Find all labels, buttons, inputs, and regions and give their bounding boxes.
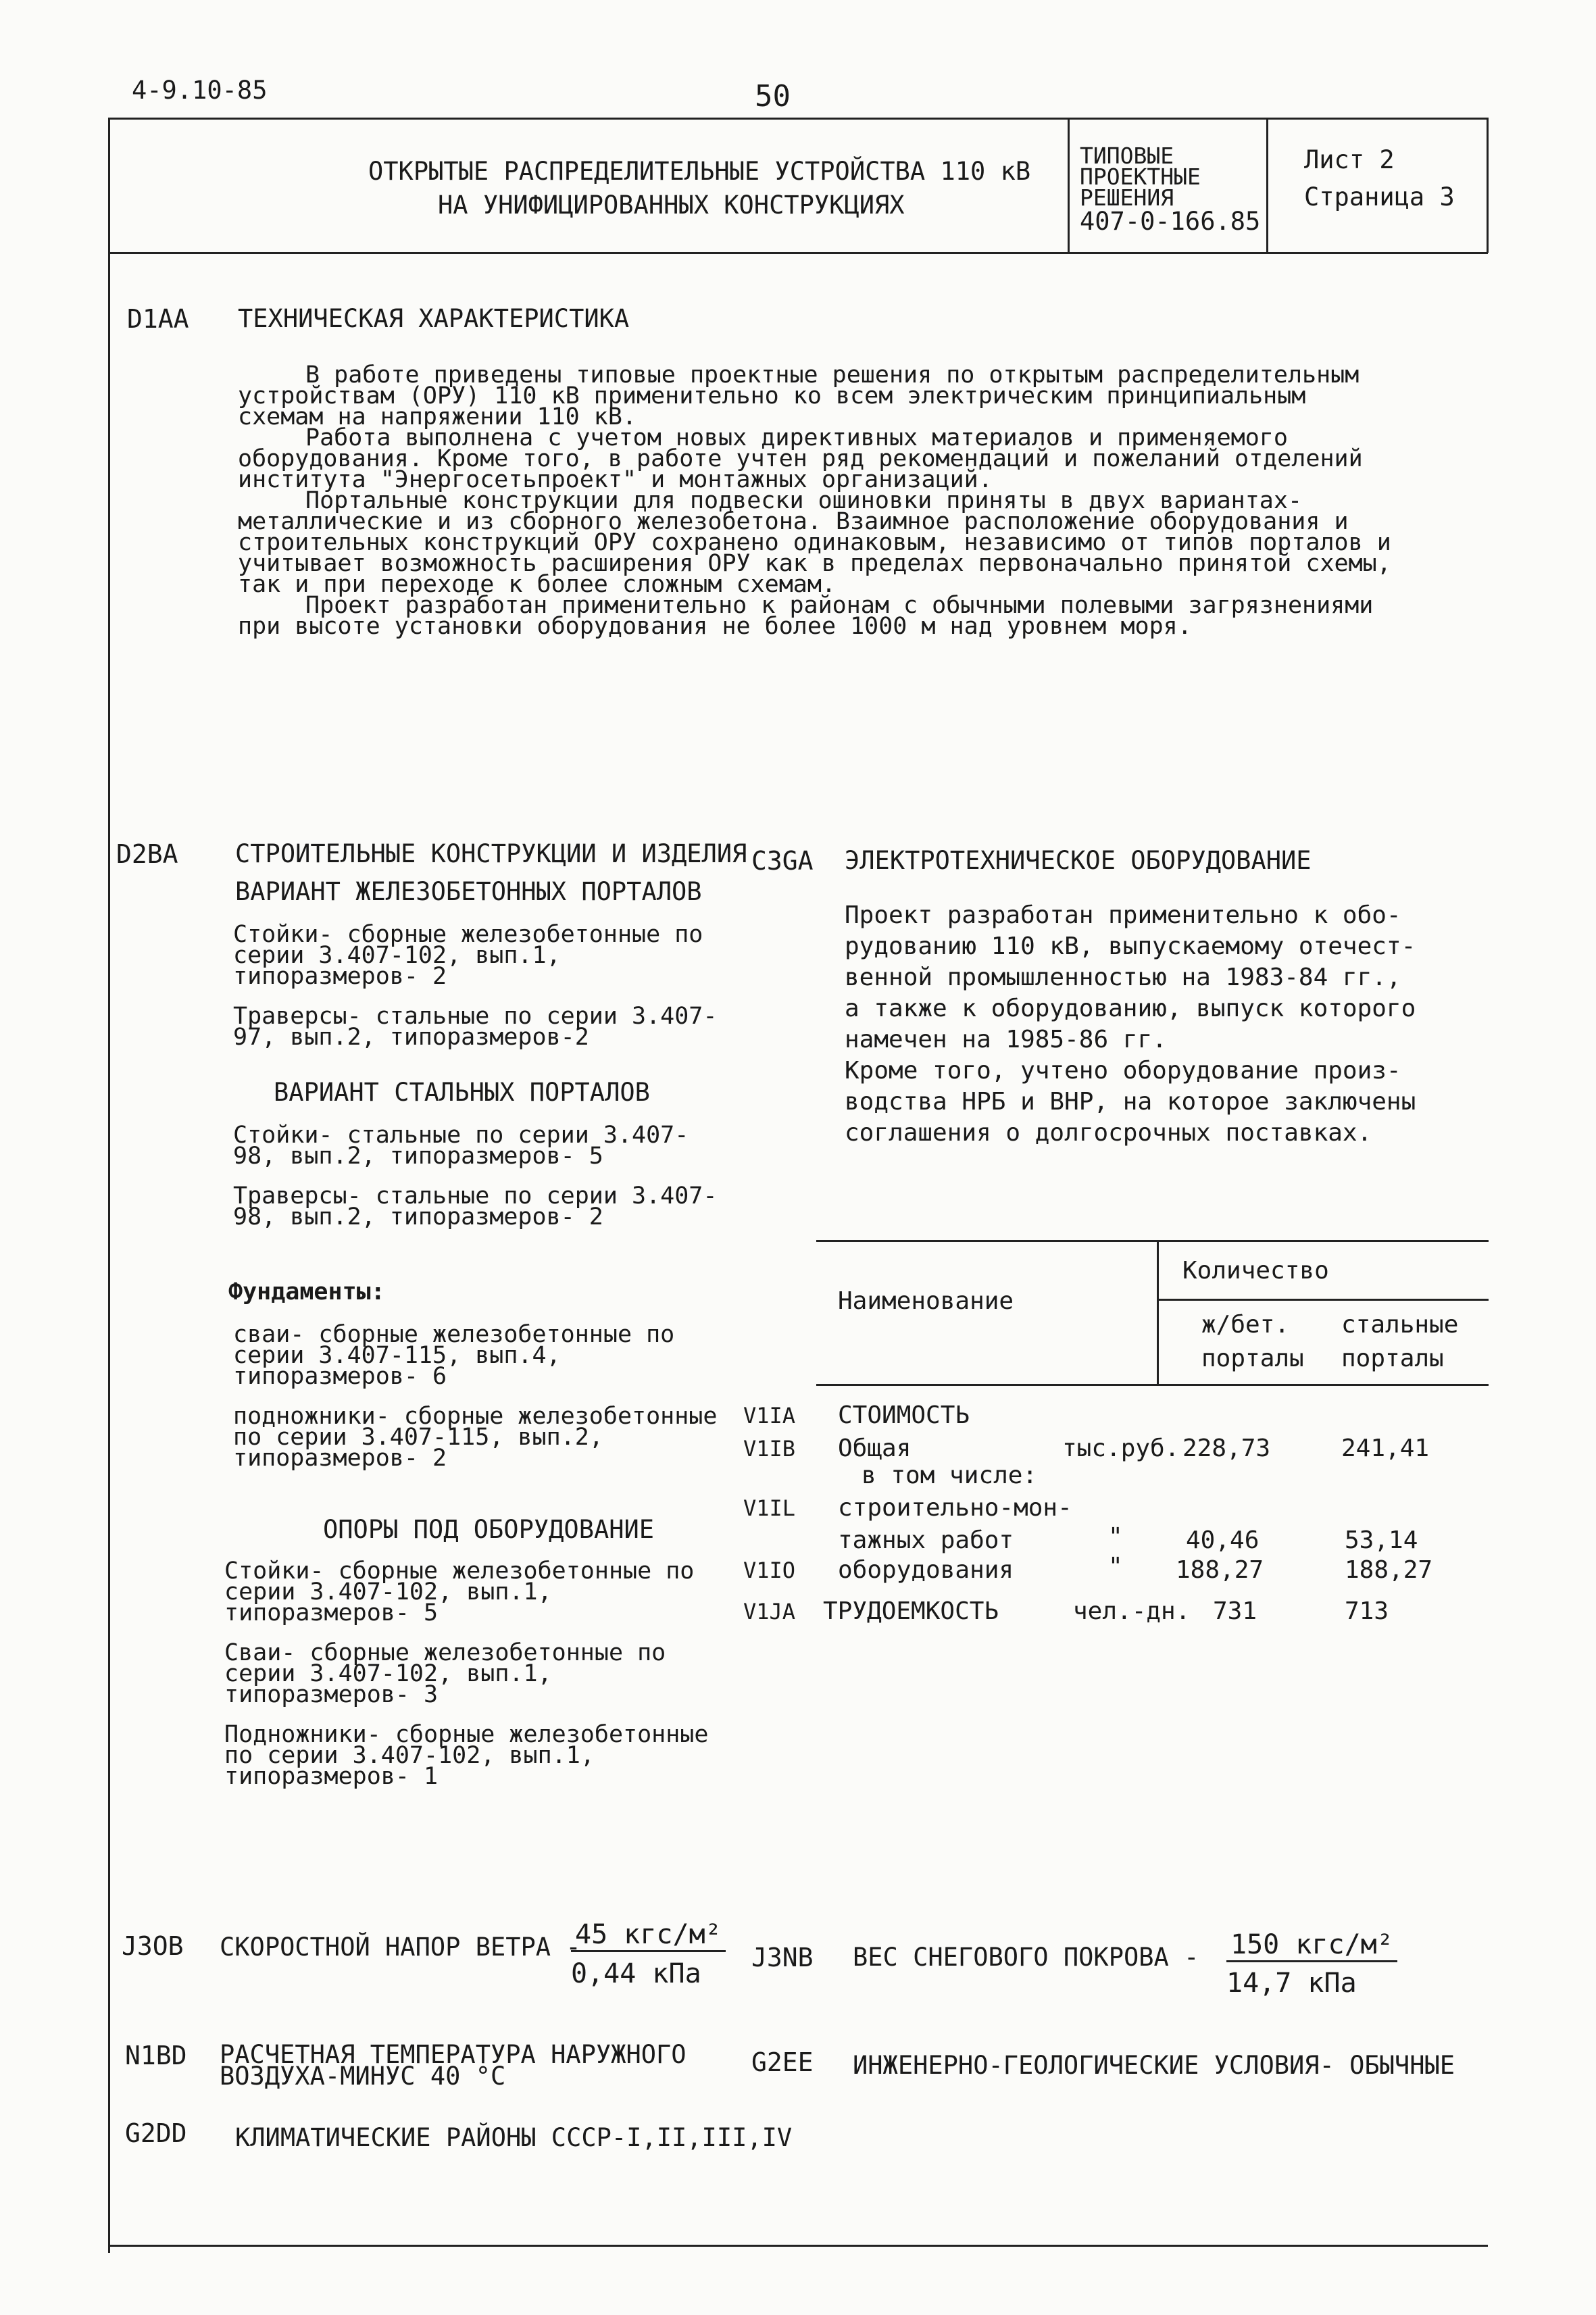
wind-value-kgf: 45 кгс/м² [571,1919,726,1952]
foundation-item: сваи- сборные железобетонные по серии 3.407-115, вып.4, типоразмеров- 6 [233,1321,675,1390]
tech-paragraphs [238,362,1393,640]
typical-line-3: РЕШЕНИЯ [1080,184,1174,211]
table-subheader-line [1157,1299,1489,1301]
table-row-rc-value: 731 [1213,1597,1257,1625]
header-divider-2 [1266,118,1268,253]
table-header-rc-1: ж/бет. [1201,1311,1290,1339]
section-code-c3ga: C3GA [751,846,814,876]
table-row-rc-value: 188,27 [1176,1556,1264,1584]
frame-top-line [108,118,1488,120]
table-row-code: V1IB [743,1436,796,1462]
electrical-line: рудованию 110 кВ, выпускаемому отечест- [845,932,1416,960]
tech-paragraph-3: Портальные конструкции для подвески ошиновки приняты в двух вариантах- металлические и из сборного железобетона. Взаимное расположение оборудования и строительных конструкций ОРУ сохранено одинаковым, независимо от типов порталов и учитывает возможность расширения ОРУ как в пределах первоначально принятой схемы, так и при переходе к более сложным схемам. [238,487,1391,598]
wind-value-kpa: 0,44 кПа [571,1958,701,1989]
section-code-d1aa: D1AA [127,304,189,334]
table-row-steel-value: 188,27 [1345,1556,1433,1584]
table-row-name: в том числе: [862,1462,1038,1489]
table-row-rc-value: 228,73 [1182,1435,1271,1462]
steel-item: Траверсы- стальные по серии 3.407-98, вып.2, типоразмеров- 2 [233,1183,718,1230]
section-code-j3ob: J3OB [122,1931,184,1961]
tech-title: ТЕХНИЧЕСКАЯ ХАРАКТЕРИСТИКА [238,304,630,333]
tech-paragraph-4: Проект разработан применительно к районам с обычными полевыми загрязнениями при высоте установки оборудования не более 1000 м над уровнем моря. [238,592,1374,640]
foundations-list [233,1321,720,1488]
rc-item: Траверсы- стальные по серии 3.407-97, вып.2, типоразмеров-2 [233,1003,718,1051]
rc-portals-list [233,921,720,1067]
electrical-line: Кроме того, учтено оборудование произ- [845,1057,1401,1085]
document-number: 4-9.10-85 [132,76,268,105]
foundation-item: подножники- сборные железобетонные по серии 3.407-115, вып.2, типоразмеров- 2 [233,1403,718,1472]
steel-portals-list [233,1122,720,1247]
steel-portals-title: ВАРИАНТ СТАЛЬНЫХ ПОРТАЛОВ [274,1078,650,1107]
electrical-line: соглашения о долгосрочных поставках. [845,1119,1372,1147]
page-label: Страница 3 [1304,182,1455,211]
support-item: Подножники- сборные железобетонные по серии 3.407-102, вып.1, типоразмеров- 1 [224,1721,709,1790]
table-header-steel-2: порталы [1341,1345,1444,1372]
table-row-steel-value: 241,41 [1341,1435,1430,1462]
snow-value-kgf: 150 кгс/м² [1226,1929,1397,1962]
table-row-name: тажных работ [838,1526,1014,1554]
electrical-line: Проект разработан применительно к обо- [845,901,1401,929]
typical-line-2: ПРОЕКТНЫЕ [1080,164,1201,190]
table-row-steel-value: 713 [1345,1597,1389,1625]
geological-conditions: ИНЖЕНЕРНО-ГЕОЛОГИЧЕСКИЕ УСЛОВИЯ- ОБЫЧНЫЕ [853,2051,1455,2080]
table-header-bottom-line [816,1384,1489,1386]
header-bottom-line [108,252,1488,254]
electrical-text [845,900,1416,1149]
snow-value-kpa: 14,7 кПа [1226,1968,1357,1999]
tech-paragraph-2: Работа выполнена с учетом новых директивных материалов и применяемого оборудования. Кроме того, в работе учтен ряд рекомендаций и пожеланий отделений института "Энергосетьпроект" и монтажных организаций. [238,424,1363,493]
section-code-g2dd: G2DD [125,2118,187,2148]
tech-paragraph-1: В работе приведены типовые проектные решения по открытым распределительным устройствам (ОРУ) 110 кВ применительно ко всем электрическим принципиальным схемам на напряжении 110 кВ. [238,362,1360,430]
typical-code: 407-0-166.85 [1080,207,1261,236]
section-code-n1bd: N1BD [125,2041,187,2070]
section-code-g2ee: G2EE [751,2047,814,2077]
table-row-unit: тыс.руб. [1062,1435,1180,1462]
foundations-title: Фундаменты: [228,1278,385,1305]
climate-regions: КЛИМАТИЧЕСКИЕ РАЙОНЫ СССР-I,II,III,IV [235,2123,793,2152]
construction-title-1: СТРОИТЕЛЬНЫЕ КОНСТРУКЦИИ И ИЗДЕЛИЯ [235,839,747,868]
table-row-rc-value: 40,46 [1186,1526,1260,1554]
title-line-2: НА УНИФИЦИРОВАННЫХ КОНСТРУКЦИЯХ [438,191,905,220]
typical-solutions-block [1080,145,1260,235]
table-row-unit: " [1108,1523,1123,1551]
table-row-name: Общая [838,1435,912,1462]
frame-right-line [1487,118,1489,253]
typical-line-1: ТИПОВЫЕ [1080,143,1174,169]
frame-bottom-line [108,2245,1488,2247]
support-item: Сваи- сборные железобетонные по серии 3.407-102, вып.1, типоразмеров- 3 [224,1639,666,1708]
temperature-block [220,2040,687,2091]
rc-item: Стойки- сборные железобетонные по серии 3.407-102, вып.1, типоразмеров- 2 [233,921,703,990]
electrical-title: ЭЛЕКТРОТЕХНИЧЕСКОЕ ОБОРУДОВАНИЕ [845,846,1312,875]
table-row-code: V1JA [743,1599,796,1624]
supports-list [224,1558,724,1806]
wind-label: СКОРОСТНОЙ НАПОР ВЕТРА - [220,1933,581,1962]
table-row-code: V1IL [743,1495,796,1521]
page-number: 50 [755,79,791,114]
electrical-line: водства НРБ и ВНР, на которое заключены [845,1088,1416,1116]
electrical-line: а также к оборудованию, выпуск которого [845,995,1416,1022]
temperature-line-2: ВОЗДУХА-МИНУС 40 °С [220,2062,506,2091]
table-row-name: оборудования [838,1556,1014,1584]
snow-label: ВЕС СНЕГОВОГО ПОКРОВА - [853,1943,1199,1972]
table-row-name: строительно-мон- [838,1494,1072,1522]
table-col-divider [1157,1240,1159,1385]
table-row-steel-value: 53,14 [1345,1526,1418,1554]
steel-item: Стойки- стальные по серии 3.407-98, вып.2, типоразмеров- 5 [233,1122,689,1170]
section-code-j3nb: J3NB [751,1943,814,1972]
title-line-1: ОТКРЫТЫЕ РАСПРЕДЕЛИТЕЛЬНЫЕ УСТРОЙСТВА 110 кВ [368,157,1031,186]
table-top-line [816,1240,1489,1242]
table-header-steel-1: стальные [1341,1311,1459,1339]
table-row-name: СТОИМОСТЬ [838,1401,970,1429]
table-row-code: V1IA [743,1403,796,1428]
supports-title: ОПОРЫ ПОД ОБОРУДОВАНИЕ [323,1515,655,1544]
construction-title-2: ВАРИАНТ ЖЕЛЕЗОБЕТОННЫХ ПОРТАЛОВ [235,877,702,906]
table-header-rc-2: порталы [1201,1345,1304,1372]
sheet-label: Лист 2 [1304,145,1395,174]
table-header-name: Наименование [838,1287,1014,1315]
table-row-name: ТРУДОЕМКОСТЬ [823,1597,999,1625]
section-code-d2ba: D2BA [116,839,178,869]
table-header-quantity: Количество [1182,1257,1329,1285]
electrical-line: намечен на 1985-86 гг. [845,1026,1167,1053]
electrical-line: венной промышленностью на 1983-84 гг., [845,964,1401,991]
table-row-unit: " [1108,1553,1123,1580]
table-row-unit: чел.-дн. [1073,1597,1191,1625]
frame-left-line [108,118,110,2253]
table-row-code: V1IO [743,1558,796,1583]
temperature-line-1: РАСЧЕТНАЯ ТЕМПЕРАТУРА НАРУЖНОГО [220,2040,687,2069]
header-divider-1 [1068,118,1070,253]
support-item: Стойки- сборные железобетонные по серии 3.407-102, вып.1, типоразмеров- 5 [224,1558,695,1626]
